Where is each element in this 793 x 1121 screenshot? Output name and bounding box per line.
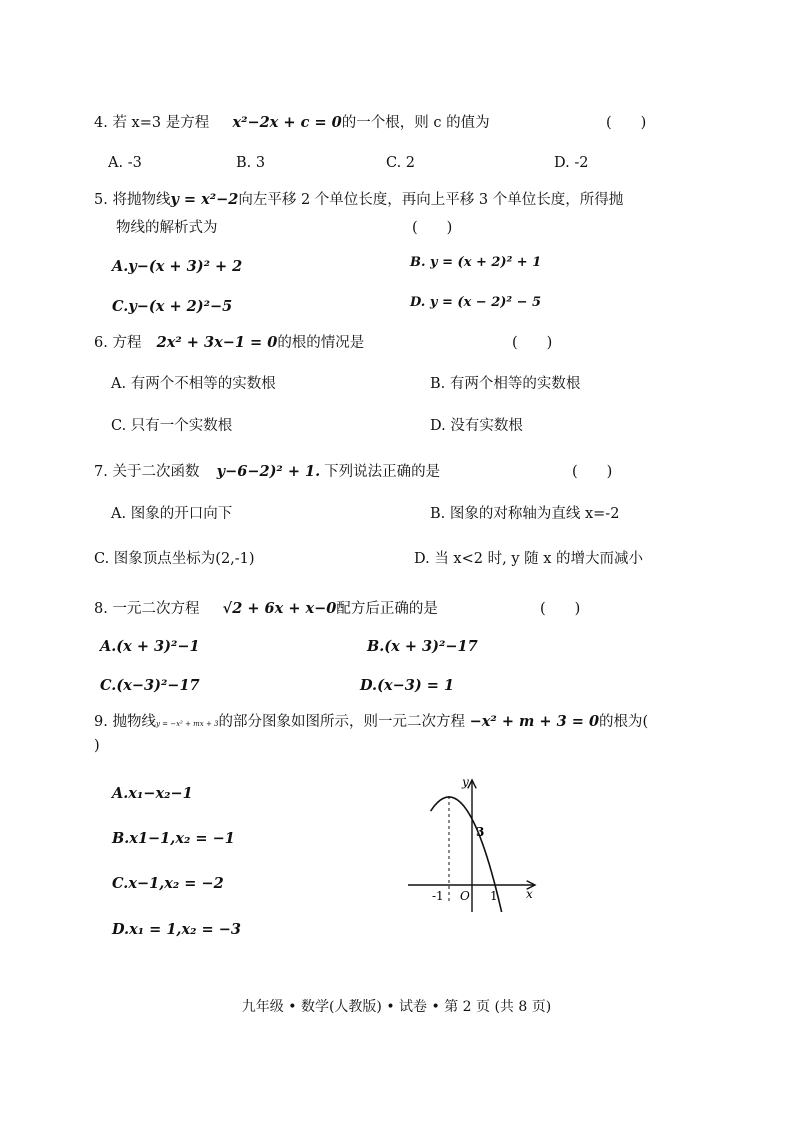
question-number: 6. <box>94 335 108 351</box>
option-a: A.y−(x + 3)² + 2 <box>112 258 243 275</box>
question-stem-tail: 向左平移 2 个单位长度，再向上平移 3 个单位长度，所得抛 <box>238 192 624 208</box>
question-number: 4. <box>94 115 108 131</box>
page-footer: 九年级 • 数学(人教版) • 试卷 • 第 2 页 (共 8 页) <box>241 999 552 1015</box>
parabola-graph <box>400 772 550 912</box>
option-d: D. 没有实数根 <box>430 418 523 434</box>
answer-parentheses: ( ) <box>572 464 613 480</box>
y-intercept-label: 3 <box>476 825 485 839</box>
origin-label: O <box>460 889 470 903</box>
equation: y−6−2)² + 1. <box>216 463 321 480</box>
question-stem-line2: 物线的解析式为 <box>116 220 218 236</box>
option-c: C.x−1,x₂ = −2 <box>112 875 224 892</box>
option-d: D. y = (x − 2)² − 5 <box>410 295 542 310</box>
question-8 <box>94 597 438 618</box>
option-c: C. 图象顶点坐标为(2,-1) <box>94 551 255 567</box>
question-number: 5. <box>94 192 108 208</box>
question-stem-line2: ) <box>94 738 100 754</box>
question-stem: 方程 <box>112 335 142 351</box>
question-6 <box>94 331 364 352</box>
equation: √2 + 6x + x−0 <box>222 600 337 617</box>
option-a: A. 图象的开口向下 <box>111 506 233 522</box>
y-axis-label: y <box>462 775 469 789</box>
question-number: 7. <box>94 464 108 480</box>
equation: −x² + m + 3 = 0 <box>469 713 600 730</box>
option-a: A. -3 <box>108 155 142 171</box>
question-stem: 一元二次方程 <box>112 601 200 617</box>
option-b: B. y = (x + 2)² + 1 <box>410 255 542 270</box>
question-stem: 若 x=3 是方程 <box>112 115 210 131</box>
answer-parentheses: ( ) <box>412 220 453 236</box>
option-c: C.(x−3)²−17 <box>100 677 200 694</box>
option-c: C. 2 <box>386 155 416 171</box>
tick-label-1: 1 <box>490 889 498 903</box>
answer-parentheses: ( ) <box>606 115 647 131</box>
option-d: D.(x−3) = 1 <box>360 677 455 694</box>
option-d: D.x₁ = 1,x₂ = −3 <box>112 921 241 938</box>
question-stem-tail: 的根为( <box>599 714 649 730</box>
question-number: 9. <box>94 714 108 730</box>
option-c: C.y−(x + 2)²−5 <box>112 298 233 315</box>
equation: 2x² + 3x−1 = 0 <box>156 334 278 351</box>
question-stem-tail: 下列说法正确的是 <box>324 464 441 480</box>
x-axis-label: x <box>526 887 533 901</box>
option-b: B.(x + 3)²−17 <box>367 638 478 655</box>
question-stem-tail: 的根的情况是 <box>277 335 365 351</box>
question-stem: 抛物线 <box>112 714 156 730</box>
equation: y = x²−2 <box>170 191 239 208</box>
option-b: B. 3 <box>236 155 266 171</box>
question-stem: 将抛物线 <box>112 192 171 208</box>
question-stem-tail: 的一个根，则 c 的值为 <box>341 115 490 131</box>
question-stem: 关于二次函数 <box>112 464 200 480</box>
option-a: A.(x + 3)²−1 <box>100 638 200 655</box>
question-9 <box>94 710 648 731</box>
option-c: C. 只有一个实数根 <box>111 418 233 434</box>
option-b: B. 有两个相等的实数根 <box>430 376 581 392</box>
answer-parentheses: ( ) <box>540 601 581 617</box>
small-equation: y = −x² + mx + 3 <box>155 720 219 728</box>
question-7 <box>94 460 440 481</box>
answer-parentheses: ( ) <box>512 335 553 351</box>
question-stem-tail: 配方后正确的是 <box>336 601 438 617</box>
option-b: B. 图象的对称轴为直线 x=-2 <box>430 506 620 522</box>
option-b: B.x1−1,x₂ = −1 <box>112 830 235 847</box>
option-a: A. 有两个不相等的实数根 <box>111 376 276 392</box>
option-d: D. -2 <box>554 155 589 171</box>
equation: x²−2x + c = 0 <box>232 114 342 131</box>
option-a: A.x₁−x₂−1 <box>112 785 193 802</box>
question-5 <box>94 188 623 209</box>
question-stem-mid: 的部分图象如图所示，则一元二次方程 <box>218 714 466 730</box>
question-number: 8. <box>94 601 108 617</box>
option-d: D. 当 x<2 时, y 随 x 的增大而减小 <box>414 551 644 567</box>
question-4 <box>94 111 490 132</box>
tick-label-neg-1: -1 <box>432 889 444 903</box>
